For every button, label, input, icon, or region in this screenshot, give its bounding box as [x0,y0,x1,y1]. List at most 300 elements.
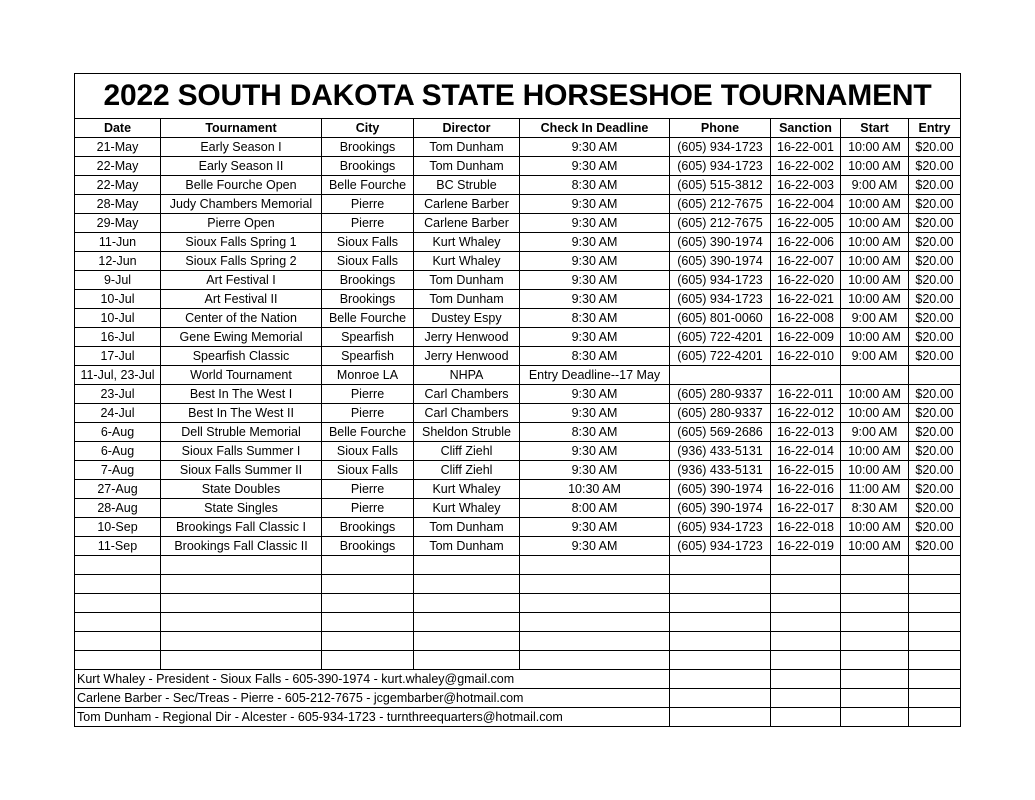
cell-director: Carl Chambers [414,404,520,423]
cell-tournament: Spearfish Classic [161,347,322,366]
cell-date: 10-Jul [75,290,161,309]
cell-tournament: Sioux Falls Summer I [161,442,322,461]
cell-tournament: Art Festival I [161,271,322,290]
empty-cell [909,632,961,651]
empty-cell [161,613,322,632]
cell-phone: (605) 934-1723 [670,271,771,290]
cell-check-in-deadline: 8:30 AM [520,176,670,195]
cell-entry [909,366,961,385]
cell-date: 22-May [75,157,161,176]
cell-entry: $20.00 [909,309,961,328]
empty-cell [909,651,961,670]
empty-cell [414,594,520,613]
cell-phone: (605) 934-1723 [670,537,771,556]
cell-city: Belle Fourche [322,309,414,328]
empty-cell [841,594,909,613]
cell-phone: (605) 212-7675 [670,214,771,233]
empty-cell [75,651,161,670]
cell-phone: (605) 934-1723 [670,518,771,537]
cell-start: 10:00 AM [841,404,909,423]
empty-cell [841,613,909,632]
cell-sanction: 16-22-011 [771,385,841,404]
cell-start: 10:00 AM [841,233,909,252]
cell-check-in-deadline: 9:30 AM [520,461,670,480]
empty-cell [841,651,909,670]
cell-entry: $20.00 [909,518,961,537]
cell-check-in-deadline: 9:30 AM [520,195,670,214]
cell-tournament: Art Festival II [161,290,322,309]
cell-city: Pierre [322,385,414,404]
cell-tournament: State Singles [161,499,322,518]
table-row [75,347,961,366]
cell-director: Cliff Ziehl [414,461,520,480]
cell-entry: $20.00 [909,328,961,347]
empty-cell [670,575,771,594]
cell-check-in-deadline: 8:30 AM [520,347,670,366]
cell-start [841,366,909,385]
cell-city: Spearfish [322,347,414,366]
cell-director: Tom Dunham [414,157,520,176]
cell-city: Brookings [322,290,414,309]
table-row [75,157,961,176]
empty-cell [909,708,961,727]
cell-start: 10:00 AM [841,385,909,404]
cell-city: Pierre [322,480,414,499]
table-row [75,195,961,214]
cell-check-in-deadline: 9:30 AM [520,518,670,537]
cell-check-in-deadline: 9:30 AM [520,214,670,233]
cell-sanction: 16-22-008 [771,309,841,328]
cell-phone: (605) 390-1974 [670,499,771,518]
cell-director: Tom Dunham [414,271,520,290]
empty-cell [520,575,670,594]
cell-entry: $20.00 [909,233,961,252]
empty-cell [322,594,414,613]
cell-director: Tom Dunham [414,537,520,556]
cell-phone: (605) 722-4201 [670,328,771,347]
cell-director: Tom Dunham [414,290,520,309]
cell-director: BC Struble [414,176,520,195]
empty-cell [771,689,841,708]
empty-cell [322,651,414,670]
cell-entry: $20.00 [909,214,961,233]
empty-cell [909,689,961,708]
cell-director: Kurt Whaley [414,480,520,499]
cell-city: Belle Fourche [322,176,414,195]
cell-check-in-deadline: 9:30 AM [520,537,670,556]
page-title: 2022 SOUTH DAKOTA STATE HORSESHOE TOURNAMENT [75,74,961,119]
cell-sanction: 16-22-013 [771,423,841,442]
empty-cell [322,613,414,632]
contact-row [75,670,961,689]
cell-check-in-deadline: Entry Deadline--17 May [520,366,670,385]
cell-date: 28-Aug [75,499,161,518]
column-header-sanction: Sanction [771,119,841,138]
empty-cell [161,556,322,575]
cell-entry: $20.00 [909,290,961,309]
empty-cell [161,632,322,651]
cell-city: Pierre [322,404,414,423]
cell-entry: $20.00 [909,423,961,442]
empty-cell [322,632,414,651]
cell-entry: $20.00 [909,442,961,461]
column-header-director: Director [414,119,520,138]
column-header-phone: Phone [670,119,771,138]
cell-check-in-deadline: 9:30 AM [520,290,670,309]
empty-cell [670,708,771,727]
cell-start: 9:00 AM [841,423,909,442]
cell-phone: (605) 515-3812 [670,176,771,195]
cell-date: 11-Jul, 23-Jul [75,366,161,385]
cell-start: 10:00 AM [841,328,909,347]
empty-cell [75,613,161,632]
cell-phone: (605) 934-1723 [670,138,771,157]
cell-entry: $20.00 [909,176,961,195]
cell-start: 10:00 AM [841,461,909,480]
cell-sanction: 16-22-021 [771,290,841,309]
cell-director: Carl Chambers [414,385,520,404]
empty-cell [75,632,161,651]
table-row [75,252,961,271]
cell-entry: $20.00 [909,499,961,518]
cell-check-in-deadline: 9:30 AM [520,404,670,423]
cell-city: Brookings [322,138,414,157]
empty-cell [841,689,909,708]
cell-director: Tom Dunham [414,518,520,537]
cell-entry: $20.00 [909,461,961,480]
cell-tournament: Judy Chambers Memorial [161,195,322,214]
cell-tournament: Brookings Fall Classic II [161,537,322,556]
cell-city: Spearfish [322,328,414,347]
cell-check-in-deadline: 9:30 AM [520,157,670,176]
cell-check-in-deadline: 8:00 AM [520,499,670,518]
column-header-tournament: Tournament [161,119,322,138]
cell-entry: $20.00 [909,480,961,499]
empty-cell [771,670,841,689]
cell-director: Tom Dunham [414,138,520,157]
cell-entry: $20.00 [909,347,961,366]
empty-cell [771,632,841,651]
cell-check-in-deadline: 8:30 AM [520,309,670,328]
tournament-schedule-table [74,73,961,727]
empty-cell [75,575,161,594]
cell-sanction: 16-22-018 [771,518,841,537]
table-row [75,461,961,480]
table-row [75,271,961,290]
table-row [75,385,961,404]
cell-entry: $20.00 [909,157,961,176]
cell-entry: $20.00 [909,537,961,556]
table-row [75,176,961,195]
cell-tournament: Brookings Fall Classic I [161,518,322,537]
cell-director: Jerry Henwood [414,328,520,347]
column-header-entry: Entry [909,119,961,138]
cell-start: 10:00 AM [841,214,909,233]
empty-cell [771,613,841,632]
cell-city: Brookings [322,157,414,176]
cell-tournament: Pierre Open [161,214,322,233]
cell-city: Sioux Falls [322,461,414,480]
cell-entry: $20.00 [909,252,961,271]
empty-cell [414,575,520,594]
cell-date: 6-Aug [75,423,161,442]
cell-sanction: 16-22-004 [771,195,841,214]
empty-cell [161,575,322,594]
cell-sanction: 16-22-016 [771,480,841,499]
cell-sanction: 16-22-005 [771,214,841,233]
cell-entry: $20.00 [909,271,961,290]
cell-date: 12-Jun [75,252,161,271]
cell-start: 10:00 AM [841,518,909,537]
cell-date: 16-Jul [75,328,161,347]
cell-start: 10:00 AM [841,442,909,461]
empty-cell [520,556,670,575]
cell-sanction: 16-22-009 [771,328,841,347]
cell-check-in-deadline: 10:30 AM [520,480,670,499]
cell-director: Carlene Barber [414,214,520,233]
cell-date: 7-Aug [75,461,161,480]
empty-cell [909,575,961,594]
cell-phone: (605) 801-0060 [670,309,771,328]
column-header-start: Start [841,119,909,138]
cell-phone: (605) 280-9337 [670,404,771,423]
cell-date: 24-Jul [75,404,161,423]
cell-director: Kurt Whaley [414,252,520,271]
contact-row [75,708,961,727]
table-row [75,537,961,556]
cell-tournament: Best In The West I [161,385,322,404]
cell-start: 10:00 AM [841,138,909,157]
table-row [75,499,961,518]
empty-cell [75,594,161,613]
table-row [75,328,961,347]
cell-entry: $20.00 [909,404,961,423]
empty-cell [414,613,520,632]
table-row [75,309,961,328]
empty-cell [841,670,909,689]
cell-phone: (605) 934-1723 [670,157,771,176]
cell-sanction: 16-22-010 [771,347,841,366]
cell-tournament: State Doubles [161,480,322,499]
table-row [75,404,961,423]
cell-date: 10-Sep [75,518,161,537]
contact-info: Kurt Whaley - President - Sioux Falls - 605-390-1974 - kurt.whaley@gmail.com [75,670,670,689]
empty-cell [909,556,961,575]
contact-row [75,689,961,708]
cell-check-in-deadline: 9:30 AM [520,233,670,252]
empty-cell [771,556,841,575]
cell-tournament: Sioux Falls Spring 1 [161,233,322,252]
cell-phone: (605) 212-7675 [670,195,771,214]
empty-cell [670,556,771,575]
cell-phone: (936) 433-5131 [670,461,771,480]
empty-cell [771,575,841,594]
cell-start: 9:00 AM [841,176,909,195]
header-row [75,119,961,138]
cell-date: 9-Jul [75,271,161,290]
empty-cell [414,651,520,670]
empty-cell [414,556,520,575]
empty-cell [414,632,520,651]
cell-date: 29-May [75,214,161,233]
cell-tournament: Sioux Falls Spring 2 [161,252,322,271]
cell-tournament: Early Season I [161,138,322,157]
cell-director: Dustey Espy [414,309,520,328]
empty-row [75,651,961,670]
cell-phone: (936) 433-5131 [670,442,771,461]
empty-cell [322,575,414,594]
cell-city: Sioux Falls [322,442,414,461]
cell-start: 8:30 AM [841,499,909,518]
empty-cell [75,556,161,575]
cell-city: Pierre [322,195,414,214]
cell-check-in-deadline: 8:30 AM [520,423,670,442]
cell-director: NHPA [414,366,520,385]
cell-check-in-deadline: 9:30 AM [520,328,670,347]
cell-start: 9:00 AM [841,309,909,328]
contact-info: Carlene Barber - Sec/Treas - Pierre - 605-212-7675 - jcgembarber@hotmail.com [75,689,670,708]
cell-city: Brookings [322,537,414,556]
cell-start: 10:00 AM [841,195,909,214]
cell-city: Pierre [322,499,414,518]
cell-check-in-deadline: 9:30 AM [520,385,670,404]
table-row [75,290,961,309]
cell-sanction: 16-22-015 [771,461,841,480]
cell-phone: (605) 722-4201 [670,347,771,366]
cell-director: Sheldon Struble [414,423,520,442]
cell-start: 9:00 AM [841,347,909,366]
cell-city: Sioux Falls [322,252,414,271]
cell-check-in-deadline: 9:30 AM [520,138,670,157]
empty-cell [670,670,771,689]
cell-city: Brookings [322,271,414,290]
empty-cell [909,594,961,613]
cell-check-in-deadline: 9:30 AM [520,271,670,290]
cell-city: Brookings [322,518,414,537]
cell-start: 10:00 AM [841,157,909,176]
cell-sanction: 16-22-006 [771,233,841,252]
cell-sanction: 16-22-019 [771,537,841,556]
empty-cell [841,632,909,651]
contact-info: Tom Dunham - Regional Dir - Alcester - 605-934-1723 - turnthreequarters@hotmail.com [75,708,670,727]
cell-sanction: 16-22-020 [771,271,841,290]
cell-director: Kurt Whaley [414,233,520,252]
cell-date: 6-Aug [75,442,161,461]
empty-cell [670,613,771,632]
cell-phone: (605) 390-1974 [670,233,771,252]
cell-sanction: 16-22-014 [771,442,841,461]
cell-tournament: World Tournament [161,366,322,385]
table-row [75,480,961,499]
cell-start: 10:00 AM [841,290,909,309]
cell-date: 11-Jun [75,233,161,252]
cell-phone: (605) 390-1974 [670,252,771,271]
cell-start: 11:00 AM [841,480,909,499]
cell-sanction: 16-22-002 [771,157,841,176]
empty-cell [841,708,909,727]
empty-cell [909,670,961,689]
empty-cell [771,594,841,613]
cell-start: 10:00 AM [841,271,909,290]
empty-cell [520,651,670,670]
table-row [75,518,961,537]
table-row [75,442,961,461]
cell-city: Sioux Falls [322,233,414,252]
cell-tournament: Dell Struble Memorial [161,423,322,442]
cell-sanction [771,366,841,385]
cell-sanction: 16-22-012 [771,404,841,423]
cell-tournament: Belle Fourche Open [161,176,322,195]
cell-phone: (605) 934-1723 [670,290,771,309]
empty-cell [670,632,771,651]
cell-sanction: 16-22-017 [771,499,841,518]
empty-cell [322,556,414,575]
table-row [75,233,961,252]
empty-cell [909,613,961,632]
empty-row [75,575,961,594]
empty-cell [670,594,771,613]
empty-cell [771,708,841,727]
cell-director: Carlene Barber [414,195,520,214]
empty-row [75,613,961,632]
cell-date: 17-Jul [75,347,161,366]
table-row [75,138,961,157]
cell-date: 21-May [75,138,161,157]
cell-city: Belle Fourche [322,423,414,442]
column-header-date: Date [75,119,161,138]
cell-phone [670,366,771,385]
empty-cell [670,651,771,670]
empty-cell [841,556,909,575]
cell-start: 10:00 AM [841,537,909,556]
empty-cell [841,575,909,594]
cell-entry: $20.00 [909,138,961,157]
cell-sanction: 16-22-007 [771,252,841,271]
empty-cell [161,594,322,613]
table-row [75,214,961,233]
empty-cell [520,613,670,632]
cell-date: 22-May [75,176,161,195]
cell-sanction: 16-22-003 [771,176,841,195]
cell-director: Jerry Henwood [414,347,520,366]
table-row [75,366,961,385]
cell-sanction: 16-22-001 [771,138,841,157]
cell-tournament: Gene Ewing Memorial [161,328,322,347]
cell-date: 11-Sep [75,537,161,556]
cell-date: 28-May [75,195,161,214]
empty-row [75,632,961,651]
cell-tournament: Best In The West II [161,404,322,423]
cell-start: 10:00 AM [841,252,909,271]
cell-phone: (605) 280-9337 [670,385,771,404]
cell-phone: (605) 390-1974 [670,480,771,499]
cell-date: 23-Jul [75,385,161,404]
cell-date: 27-Aug [75,480,161,499]
cell-phone: (605) 569-2686 [670,423,771,442]
column-header-check-in-deadline: Check In Deadline [520,119,670,138]
empty-cell [161,651,322,670]
cell-tournament: Center of the Nation [161,309,322,328]
empty-cell [771,651,841,670]
cell-city: Monroe LA [322,366,414,385]
cell-tournament: Sioux Falls Summer II [161,461,322,480]
empty-row [75,556,961,575]
cell-check-in-deadline: 9:30 AM [520,252,670,271]
cell-city: Pierre [322,214,414,233]
empty-row [75,594,961,613]
empty-cell [670,689,771,708]
empty-cell [520,632,670,651]
